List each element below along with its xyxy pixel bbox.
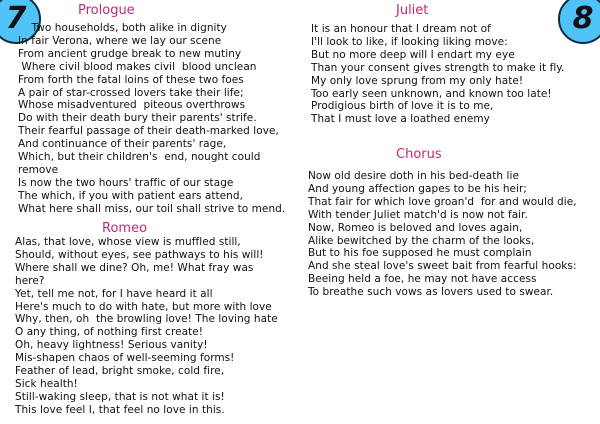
verse-line: Where shall we dine? Oh, me! What fray was (15, 261, 254, 274)
verse-line: And continuance of their parents' rage, (18, 138, 227, 151)
verse-line: Than your consent gives strength to make it fly. (311, 61, 565, 74)
verse-line: Yet, tell me not, for I have heard it all (15, 287, 213, 300)
verse-line: This love feel I, that feel no love in this. (15, 403, 225, 416)
verse-line: That fair for which love groan'd for and would die, (308, 195, 577, 208)
verse-line: Should, without eyes, see pathways to his will! (15, 248, 264, 261)
verse-line: Alike bewitched by the charm of the looks, (308, 234, 535, 247)
verse-line: Still-waking sleep, that is not what it is! (15, 390, 225, 403)
verse-line: That I must love a loathed enemy (311, 113, 490, 126)
verse-line: Oh, heavy lightness! Serious vanity! (15, 339, 208, 352)
verse-line: Now old desire doth in his bed-death lie (308, 170, 519, 182)
verse-line: But no more deep will I endart my eye (311, 48, 515, 61)
verse-line: It is an honour that I dream not of (311, 23, 491, 35)
verse-line: And she steal love's sweet bait from fearful hooks: (308, 260, 577, 273)
verse-line: Too early seen unknown, and known too late! (311, 87, 552, 100)
verse-line: here? (15, 274, 45, 287)
verse-line: Whose misadventured piteous overthrows (18, 99, 246, 112)
verse-line: Prodigious birth of love it is to me, (311, 100, 494, 113)
verse-line: remove (18, 163, 59, 176)
verse-line: Is now the two hours' traffic of our stage (18, 176, 234, 189)
verse-line: What here shall miss, our toil shall strive to mend. (18, 202, 286, 215)
verse-line: Sick health! (15, 377, 78, 390)
verse-line: Which, but their children's end, nought could (18, 151, 261, 164)
verse-line: Where civil blood makes civil blood unclean (18, 60, 257, 73)
verse-line: In fair Verona, where we lay our scene (18, 34, 222, 47)
verse-line: To breathe such vows as lovers used to swear. (308, 286, 554, 299)
chorus-text (308, 170, 577, 299)
verse-line: Mis-shapen chaos of well-seeming forms! (15, 352, 235, 365)
verse-line: And young affection gapes to be his heir; (308, 182, 527, 195)
verse-line: With tender Juliet match'd is now not fair. (308, 208, 528, 221)
prologue-text (18, 22, 285, 216)
verse-line: Feather of lead, bright smoke, cold fire, (15, 365, 225, 378)
verse-line: Alas, that love, whose view is muffled still, (15, 236, 241, 248)
juliet-heading: Juliet (396, 3, 429, 18)
page-number-badge-right: 8 (558, 0, 600, 44)
verse-line: From forth the fatal loins of these two foes (18, 73, 244, 86)
verse-line: O any thing, of nothing first create! (15, 326, 204, 339)
verse-line: But to his foe supposed he must complain (308, 247, 532, 260)
verse-line: Beeing held a foe, he may not have access (308, 273, 537, 286)
romeo-text (15, 236, 278, 417)
verse-line: Now, Romeo is beloved and loves again, (308, 221, 523, 234)
verse-line: The which, if you with patient ears attend, (18, 189, 243, 202)
verse-line: From ancient grudge break to new mutiny (18, 47, 242, 60)
verse-line: Do with their death bury their parents' strife. (18, 112, 257, 125)
page-number-badge-left: 7 (0, 0, 41, 44)
verse-line: Two households, both alike in dignity (18, 22, 227, 34)
verse-line: Here's much to do with hate, but more with love (15, 300, 272, 313)
verse-line: Why, then, oh the browling love! The loving hate (15, 313, 278, 326)
verse-line: A pair of star-crossed lovers take their life; (18, 86, 244, 99)
romeo-heading: Romeo (102, 221, 148, 236)
juliet-text (311, 23, 564, 126)
verse-line: Their fearful passage of their death-marked love, (18, 125, 279, 138)
verse-line: My only love sprung from my only hate! (311, 74, 524, 87)
verse-line: I'll look to like, if looking liking move: (311, 35, 508, 48)
prologue-heading: Prologue (78, 3, 135, 18)
chorus-heading: Chorus (396, 147, 442, 162)
